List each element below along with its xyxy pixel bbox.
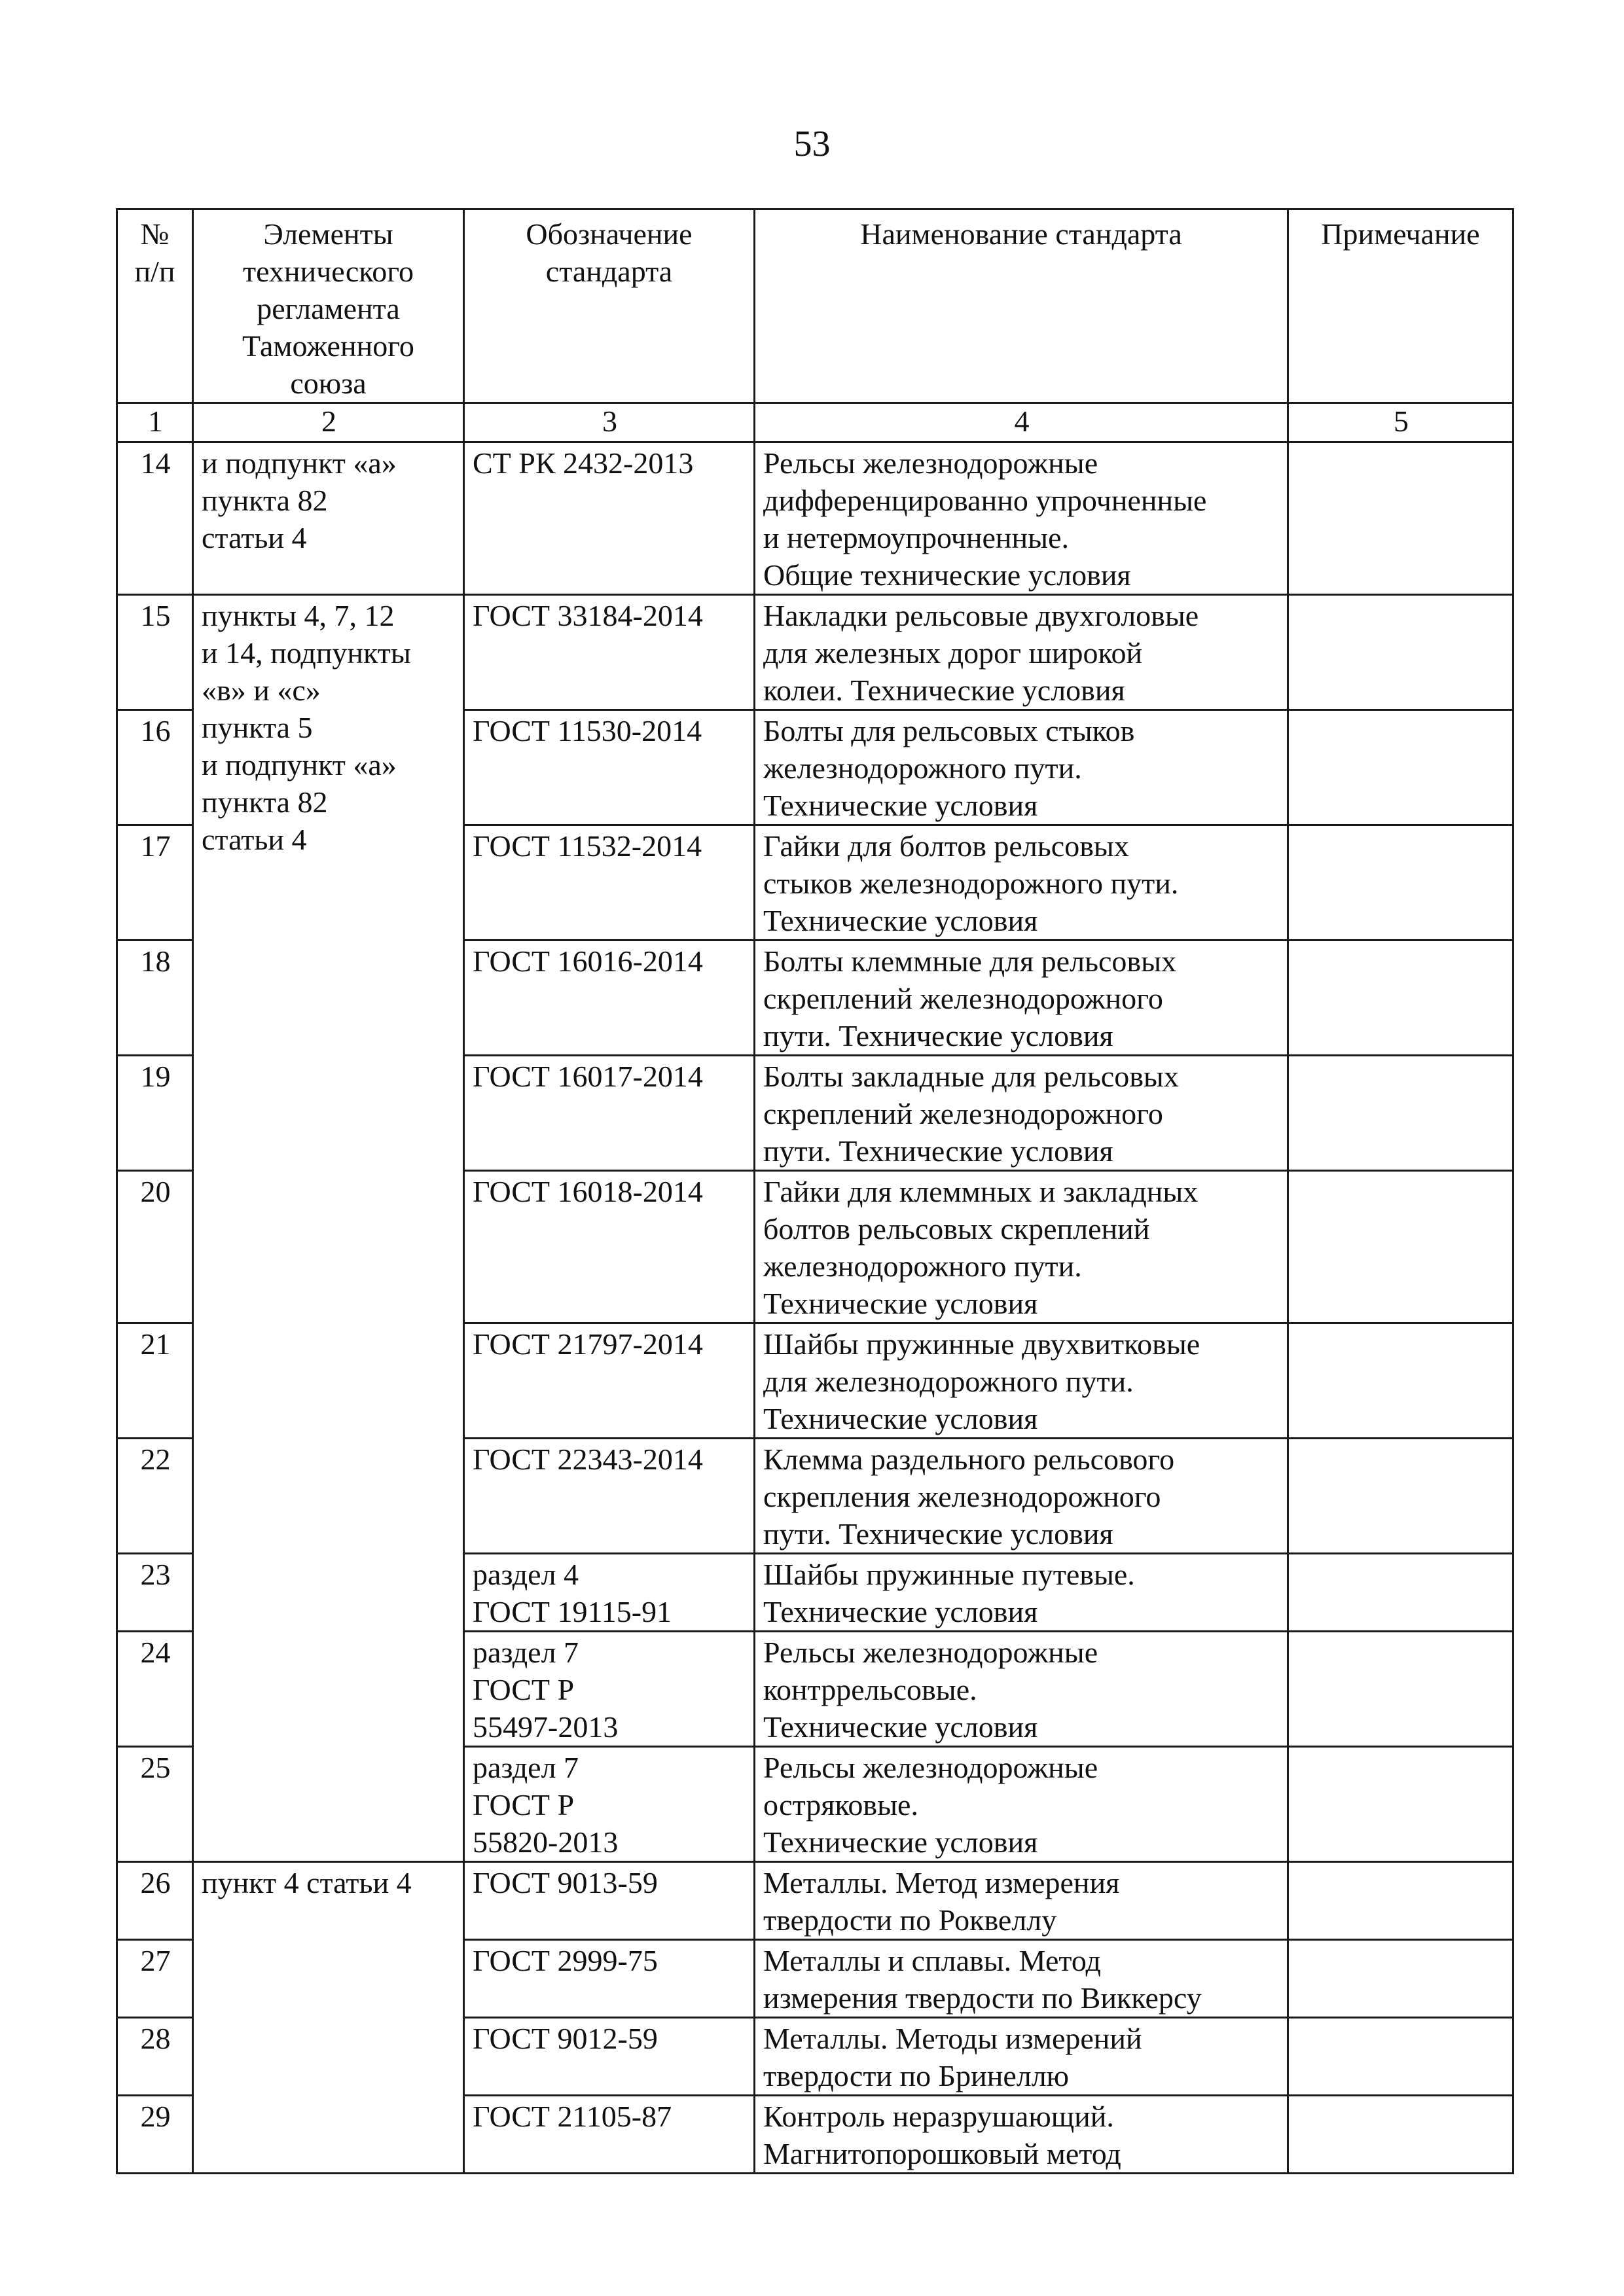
cell-line: для железнодорожного пути. <box>763 1365 1134 1398</box>
standard-designation <box>464 1171 755 1323</box>
cell-line: и 14, подпункты <box>202 636 411 670</box>
cell-line: Клемма раздельного рельсового <box>763 1443 1175 1476</box>
standard-designation <box>464 442 755 595</box>
note-cell <box>1288 710 1513 825</box>
column-number: 4 <box>755 403 1288 442</box>
note-cell <box>1288 1554 1513 1632</box>
note-cell <box>1288 1747 1513 1862</box>
standard-name <box>755 2018 1288 2096</box>
standard-name <box>755 595 1288 710</box>
page-number: 53 <box>793 124 831 164</box>
standard-name <box>755 442 1288 595</box>
standard-designation <box>464 1862 755 1940</box>
cell-line: дифференцированно упрочненные <box>763 484 1207 517</box>
header-line: Таможенного <box>242 329 414 363</box>
cell-line: Рельсы железнодорожные <box>763 446 1098 480</box>
standard-name <box>755 1747 1288 1862</box>
cell-line: Накладки рельсовые двухголовые <box>763 599 1199 632</box>
note-cell <box>1288 1940 1513 2018</box>
standard-designation <box>464 2018 755 2096</box>
note-cell <box>1288 1862 1513 1940</box>
cell-line: и подпункт «а» <box>202 748 397 781</box>
note-cell <box>1288 1171 1513 1323</box>
row-number: 17 <box>117 825 193 941</box>
cell-line: остряковые. <box>763 1788 918 1821</box>
cell-line: раздел 4 <box>473 1558 579 1591</box>
cell-line: и нетермоупрочненные. <box>763 521 1069 554</box>
table-row <box>117 1862 1513 1940</box>
header-line: Примечание <box>1321 217 1480 251</box>
standard-name <box>755 1323 1288 1439</box>
cell-line: Шайбы пружинные двухвитковые <box>763 1327 1200 1361</box>
standard-designation <box>464 710 755 825</box>
note-cell <box>1288 2018 1513 2096</box>
standard-name <box>755 1554 1288 1632</box>
cell-line: для железных дорог широкой <box>763 636 1143 670</box>
row-number: 14 <box>117 442 193 595</box>
cell-line: СТ РК 2432-2013 <box>473 446 694 480</box>
note-cell <box>1288 1323 1513 1439</box>
cell-line: ГОСТ 9012-59 <box>473 2022 658 2055</box>
table-row <box>117 442 1513 595</box>
note-cell <box>1288 1632 1513 1747</box>
cell-line: статьи 4 <box>202 823 307 856</box>
cell-line: скреплений железнодорожного <box>763 1097 1163 1130</box>
cell-line: пункта 5 <box>202 711 313 744</box>
standard-name <box>755 1632 1288 1747</box>
table-body <box>117 442 1513 2174</box>
row-number: 18 <box>117 941 193 1056</box>
regulation-elements-cell <box>193 442 464 595</box>
row-number: 16 <box>117 710 193 825</box>
standard-name <box>755 1171 1288 1323</box>
row-number: 26 <box>117 1862 193 1940</box>
cell-line: Общие технические условия <box>763 558 1131 592</box>
cell-line: пути. Технические условия <box>763 1019 1113 1052</box>
cell-line: ГОСТ 33184-2014 <box>473 599 703 632</box>
cell-line: Рельсы железнодорожные <box>763 1751 1098 1784</box>
cell-line: колеи. Технические условия <box>763 673 1125 707</box>
cell-line: ГОСТ 16017-2014 <box>473 1060 703 1093</box>
standard-designation <box>464 1747 755 1862</box>
header-row <box>117 209 1513 403</box>
header-standard-name <box>755 209 1288 403</box>
standard-designation <box>464 1056 755 1171</box>
row-number: 29 <box>117 2096 193 2174</box>
header-number <box>117 209 193 403</box>
standard-name <box>755 1862 1288 1940</box>
column-number: 3 <box>464 403 755 442</box>
row-number: 20 <box>117 1171 193 1323</box>
header-line: Наименование стандарта <box>860 217 1182 251</box>
regulation-elements-cell <box>193 595 464 1862</box>
cell-line: и подпункт «а» <box>202 446 397 480</box>
cell-line: скреплений железнодорожного <box>763 982 1163 1015</box>
cell-line: Гайки для клеммных и закладных <box>763 1175 1199 1208</box>
cell-line: контррельсовые. <box>763 1673 977 1706</box>
cell-line: Технические условия <box>763 1710 1038 1744</box>
header-designation <box>464 209 755 403</box>
cell-line: пути. Технические условия <box>763 1134 1113 1168</box>
row-number: 15 <box>117 595 193 710</box>
note-cell <box>1288 941 1513 1056</box>
cell-line: Гайки для болтов рельсовых <box>763 829 1129 863</box>
standard-designation <box>464 825 755 941</box>
row-number: 24 <box>117 1632 193 1747</box>
cell-line: ГОСТ 11530-2014 <box>473 714 702 747</box>
cell-line: ГОСТ 2999-75 <box>473 1944 658 1977</box>
cell-line: Болты для рельсовых стыков <box>763 714 1135 747</box>
cell-line: 55497-2013 <box>473 1710 619 1744</box>
column-number-row <box>117 403 1513 442</box>
cell-line: «в» и «с» <box>202 673 321 707</box>
standard-name <box>755 2096 1288 2174</box>
cell-line: ГОСТ 9013-59 <box>473 1866 658 1899</box>
cell-line: болтов рельсовых скреплений <box>763 1212 1150 1246</box>
cell-line: Контроль неразрушающий. <box>763 2100 1114 2133</box>
note-cell <box>1288 595 1513 710</box>
cell-line: пункта 82 <box>202 785 328 819</box>
standard-name <box>755 1940 1288 2018</box>
cell-line: Шайбы пружинные путевые. <box>763 1558 1135 1591</box>
cell-line: ГОСТ Р <box>473 1673 575 1706</box>
cell-line: Технические условия <box>763 1825 1038 1859</box>
cell-line: ГОСТ 16018-2014 <box>473 1175 703 1208</box>
cell-line: ГОСТ 22343-2014 <box>473 1443 703 1476</box>
standard-designation <box>464 1439 755 1554</box>
cell-line: ГОСТ 16016-2014 <box>473 944 703 978</box>
standard-designation <box>464 595 755 710</box>
cell-line: ГОСТ 21797-2014 <box>473 1327 703 1361</box>
note-cell <box>1288 1439 1513 1554</box>
cell-line: ГОСТ Р <box>473 1788 575 1821</box>
note-cell <box>1288 825 1513 941</box>
cell-line: Магнитопорошковый метод <box>763 2137 1121 2170</box>
header-line: союза <box>290 367 367 400</box>
standard-name <box>755 1439 1288 1554</box>
row-number: 21 <box>117 1323 193 1439</box>
header-line: п/п <box>134 255 175 288</box>
table-row <box>117 595 1513 710</box>
column-number: 2 <box>193 403 464 442</box>
row-number: 19 <box>117 1056 193 1171</box>
standards-table <box>116 208 1514 2174</box>
standard-designation <box>464 1632 755 1747</box>
header-line: Элементы <box>263 217 393 251</box>
standard-designation <box>464 2096 755 2174</box>
cell-line: ГОСТ 21105-87 <box>473 2100 672 2133</box>
standard-designation <box>464 1323 755 1439</box>
cell-line: пункта 82 <box>202 484 328 517</box>
cell-line: твердости по Бринеллю <box>763 2059 1070 2092</box>
cell-line: Металлы. Методы измерений <box>763 2022 1142 2055</box>
header-line: технического <box>243 255 414 288</box>
cell-line: Технические условия <box>763 1402 1038 1435</box>
standard-designation <box>464 1554 755 1632</box>
standard-designation <box>464 941 755 1056</box>
note-cell <box>1288 1056 1513 1171</box>
cell-line: Технические условия <box>763 1595 1038 1628</box>
standard-name <box>755 825 1288 941</box>
cell-line: статьи 4 <box>202 521 307 554</box>
row-number: 27 <box>117 1940 193 2018</box>
row-number: 22 <box>117 1439 193 1554</box>
cell-line: раздел 7 <box>473 1636 579 1669</box>
cell-line: Болты закладные для рельсовых <box>763 1060 1179 1093</box>
cell-line: Технические условия <box>763 789 1038 822</box>
header-line: регламента <box>257 292 400 325</box>
standard-name <box>755 1056 1288 1171</box>
regulation-elements-cell <box>193 1862 464 2174</box>
header-elements <box>193 209 464 403</box>
header-line: стандарта <box>545 255 673 288</box>
cell-line: пути. Технические условия <box>763 1517 1113 1551</box>
cell-line: Технические условия <box>763 1287 1038 1320</box>
row-number: 28 <box>117 2018 193 2096</box>
cell-line: твердости по Роквеллу <box>763 1903 1057 1937</box>
cell-line: Рельсы железнодорожные <box>763 1636 1098 1669</box>
standard-designation <box>464 1940 755 2018</box>
cell-line: раздел 7 <box>473 1751 579 1784</box>
cell-line: Металлы. Метод измерения <box>763 1866 1120 1899</box>
cell-line: стыков железнодорожного пути. <box>763 867 1179 900</box>
header-line: № <box>140 217 170 251</box>
cell-line: ГОСТ 11532-2014 <box>473 829 702 863</box>
cell-line: 55820-2013 <box>473 1825 619 1859</box>
cell-line: пункты 4, 7, 12 <box>202 599 395 632</box>
cell-line: пункт 4 статьи 4 <box>202 1866 412 1899</box>
header-line: Обозначение <box>526 217 693 251</box>
header-note <box>1288 209 1513 403</box>
cell-line: Металлы и сплавы. Метод <box>763 1944 1101 1977</box>
row-number: 23 <box>117 1554 193 1632</box>
note-cell <box>1288 442 1513 595</box>
cell-line: скрепления железнодорожного <box>763 1480 1161 1513</box>
standard-name <box>755 710 1288 825</box>
column-number: 1 <box>117 403 193 442</box>
cell-line: Болты клеммные для рельсовых <box>763 944 1177 978</box>
cell-line: измерения твердости по Виккерсу <box>763 1981 1202 2015</box>
column-number: 5 <box>1288 403 1513 442</box>
cell-line: Технические условия <box>763 904 1038 937</box>
note-cell <box>1288 2096 1513 2174</box>
cell-line: железнодорожного пути. <box>763 751 1082 785</box>
cell-line: ГОСТ 19115-91 <box>473 1595 672 1628</box>
cell-line: железнодорожного пути. <box>763 1249 1082 1283</box>
row-number: 25 <box>117 1747 193 1862</box>
standard-name <box>755 941 1288 1056</box>
